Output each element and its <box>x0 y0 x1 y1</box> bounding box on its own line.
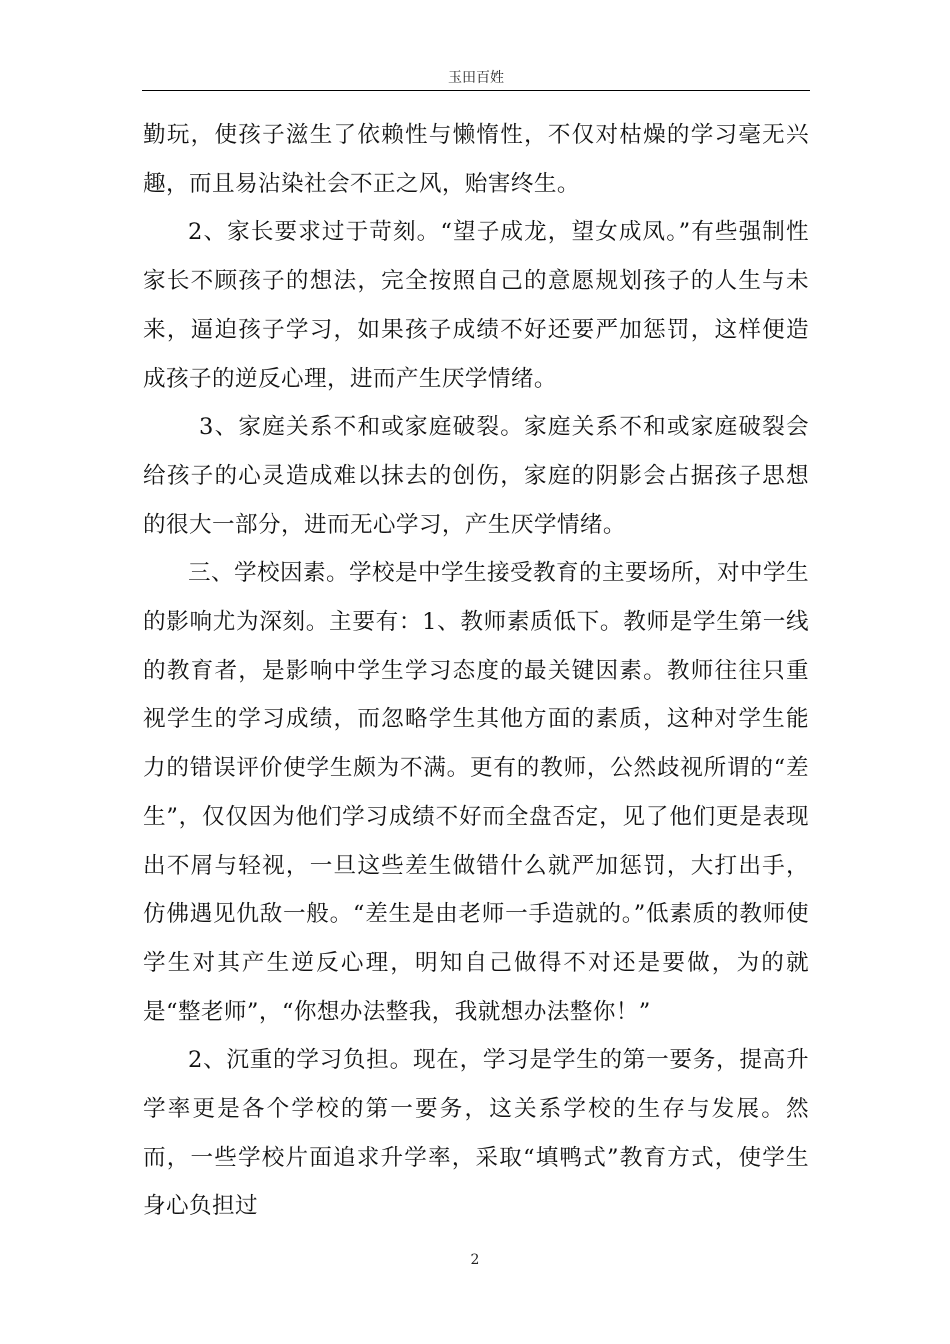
paragraph-family-relations: 3、家庭关系不和或家庭破裂。家庭关系不和或家庭破裂会给孩子的心灵造成难以抹去的创伤，家庭的阴影会占据孩子思想的很大一部分，进而无心学习，产生厌学情绪。 <box>143 414 809 538</box>
page-header-title: 玉田百姓 <box>448 70 504 86</box>
paragraph-parent-demands: 2、家长要求过于苛刻。“望子成龙，望女成凤。”有些强制性家长不顾孩子的想法，完全按照自己的意愿规划孩子的人生与未来，逼迫孩子学习，如果孩子成绩不好还要严加惩罚，这样便造成孩子的逆反心理，进而产生厌学情绪。 <box>143 219 809 392</box>
paragraph-study-burden: 2、沉重的学习负担。现在，学习是学生的第一要务，提高升学率更是各个学校的第一要务，这关系学校的生存与发展。然而，一些学校片面追求升学率，采取“填鸭式”教育方式，使学生身心负担过 <box>143 1047 809 1220</box>
header-divider <box>142 90 810 91</box>
page-number: 2 <box>470 1252 480 1268</box>
document-body <box>143 111 809 1231</box>
paragraph-continuation: 勤玩，使孩子滋生了依赖性与懒惰性，不仅对枯燥的学习毫无兴趣，而且易沾染社会不正之风，贻害终生。 <box>143 122 809 197</box>
paragraph-school-factors: 三、学校因素。学校是中学生接受教育的主要场所，对中学生的影响尤为深刻。主要有：1、教师素质低下。教师是学生第一线的教育者，是影响中学生学习态度的最关键因素。教师往往只重视学生的学习成绩，而忽略学生其他方面的素质，这种对学生能力的错误评价使学生颇为不满。更有的教师，公然歧视所谓的“差生”，仅仅因为他们学习成绩不好而全盘否定，见了他们更是表现出不屑与轻视，一旦这些差生做错什么就严加惩罚，大打出手，仿佛遇见仇敌一般。“差生是由老师一手造就的。”低素质的教师使学生对其产生逆反心理，明知自己做得不对还是要做，为的就是“整老师”，“你想办法整我，我就想办法整你！” <box>143 560 809 1025</box>
